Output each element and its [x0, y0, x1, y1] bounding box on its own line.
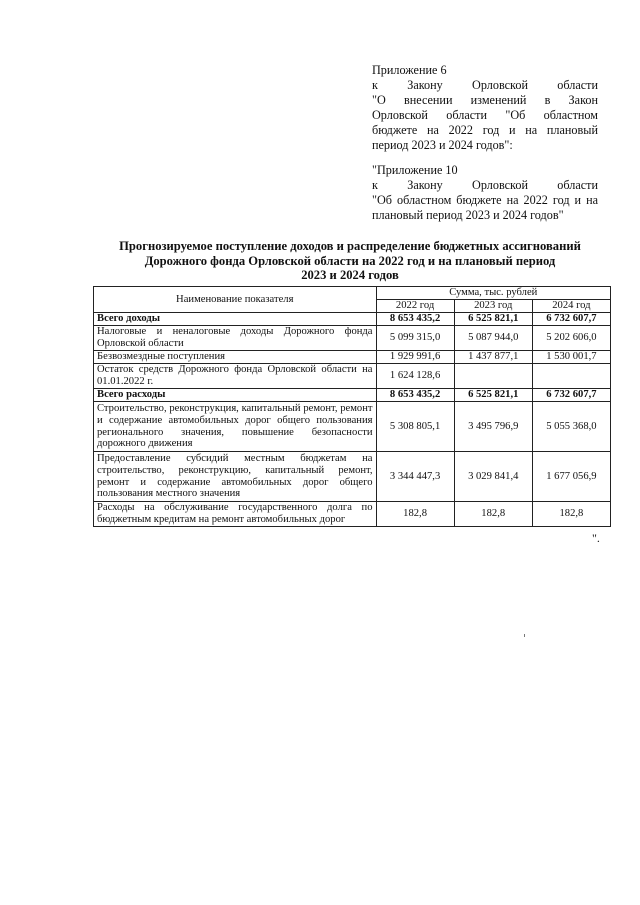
row-value-2022: 8 653 435,2 — [376, 389, 454, 402]
header-indicator-name: Наименование показателя — [94, 287, 377, 313]
row-name: Предоставление субсидий местным бюджетам на строительство, реконструкцию, капитальный ремонт, ремонт и содержание автомобильных дорог общего пользования местного значения — [94, 452, 377, 502]
appendix-6-line-6: период 2023 и 2024 годов": — [372, 138, 513, 152]
row-value-2022: 1 929 991,6 — [376, 351, 454, 364]
table-row-debt-service — [94, 502, 611, 527]
row-value-2023: 5 087 944,0 — [454, 326, 532, 351]
header-year-2024: 2024 год — [532, 300, 610, 313]
appendix-6-line-4: Орловской области "Об областном — [372, 108, 598, 122]
header-year-2022: 2022 год — [376, 300, 454, 313]
row-name: Налоговые и неналоговые доходы Дорожного фонда Орловской области — [94, 326, 377, 351]
row-value-2024 — [532, 364, 610, 389]
row-value-2023: 3 029 841,4 — [454, 452, 532, 502]
row-name: Строительство, реконструкция, капитальный ремонт, ремонт и содержание автомобильных дорог общего пользования регионального значения, повышение безопасности дорожного движения — [94, 402, 377, 452]
appendix-6-line-1: Приложение 6 — [372, 63, 447, 77]
table-row-regional-roads — [94, 402, 611, 452]
closing-quote-mark: ". — [592, 531, 600, 545]
appendix-10-line-3: "Об областном бюджете на 2022 год и на — [372, 193, 598, 207]
header-sum: Сумма, тыс. рублей — [376, 287, 610, 300]
road-fund-table — [93, 286, 611, 527]
row-value-2024: 5 055 368,0 — [532, 402, 610, 452]
row-value-2022: 5 099 315,0 — [376, 326, 454, 351]
row-value-2024: 6 732 607,7 — [532, 313, 610, 326]
row-name: Остаток средств Дорожного фонда Орловской области на 01.01.2022 г. — [94, 364, 377, 389]
row-value-2023: 6 525 821,1 — [454, 313, 532, 326]
row-value-2024: 1 530 001,7 — [532, 351, 610, 364]
title-line-1: Прогнозируемое поступление доходов и распределение бюджетных ассигнований — [119, 239, 581, 253]
row-value-2022: 1 624 128,6 — [376, 364, 454, 389]
row-name: Безвозмездные поступления — [94, 351, 377, 364]
appendix-10-line-4: плановый период 2023 и 2024 годов" — [372, 208, 564, 222]
row-value-2023 — [454, 364, 532, 389]
table-row-tax-income — [94, 326, 611, 351]
appendix-6-line-5: бюджете на 2022 год и на плановый — [372, 123, 598, 137]
row-value-2023: 1 437 877,1 — [454, 351, 532, 364]
table-row-total-income — [94, 313, 611, 326]
row-name: Расходы на обслуживание государственного долга по бюджетным кредитам на ремонт автомобильных дорог — [94, 502, 377, 527]
document-title — [80, 239, 620, 283]
appendix-6-block — [372, 63, 598, 153]
row-value-2023: 3 495 796,9 — [454, 402, 532, 452]
row-value-2024: 1 677 056,9 — [532, 452, 610, 502]
table-header-row — [94, 287, 611, 300]
table-row-fund-balance — [94, 364, 611, 389]
row-value-2024: 6 732 607,7 — [532, 389, 610, 402]
row-value-2022: 5 308 805,1 — [376, 402, 454, 452]
scan-mark — [524, 634, 525, 637]
title-line-2: Дорожного фонда Орловской области на 2022 год и на плановый период — [144, 253, 556, 268]
row-value-2023: 6 525 821,1 — [454, 389, 532, 402]
appendix-10-line-1: "Приложение 10 — [372, 163, 458, 177]
appendix-6-line-2: к Закону Орловской области — [372, 78, 598, 92]
row-value-2024: 182,8 — [532, 502, 610, 527]
table-row-total-expenses — [94, 389, 611, 402]
row-value-2022: 3 344 447,3 — [376, 452, 454, 502]
table-row-gratuitous-income — [94, 351, 611, 364]
title-line-3: 2023 и 2024 годов — [301, 268, 399, 282]
appendix-6-line-3: "О внесении изменений в Закон — [372, 93, 598, 107]
row-name: Всего доходы — [94, 313, 377, 326]
appendix-10-line-2: к Закону Орловской области — [372, 178, 598, 192]
header-year-2023: 2023 год — [454, 300, 532, 313]
row-value-2022: 8 653 435,2 — [376, 313, 454, 326]
row-value-2023: 182,8 — [454, 502, 532, 527]
row-value-2024: 5 202 606,0 — [532, 326, 610, 351]
appendix-10-block — [372, 163, 598, 223]
row-value-2022: 182,8 — [376, 502, 454, 527]
row-name: Всего расходы — [94, 389, 377, 402]
table-row-local-subsidies — [94, 452, 611, 502]
